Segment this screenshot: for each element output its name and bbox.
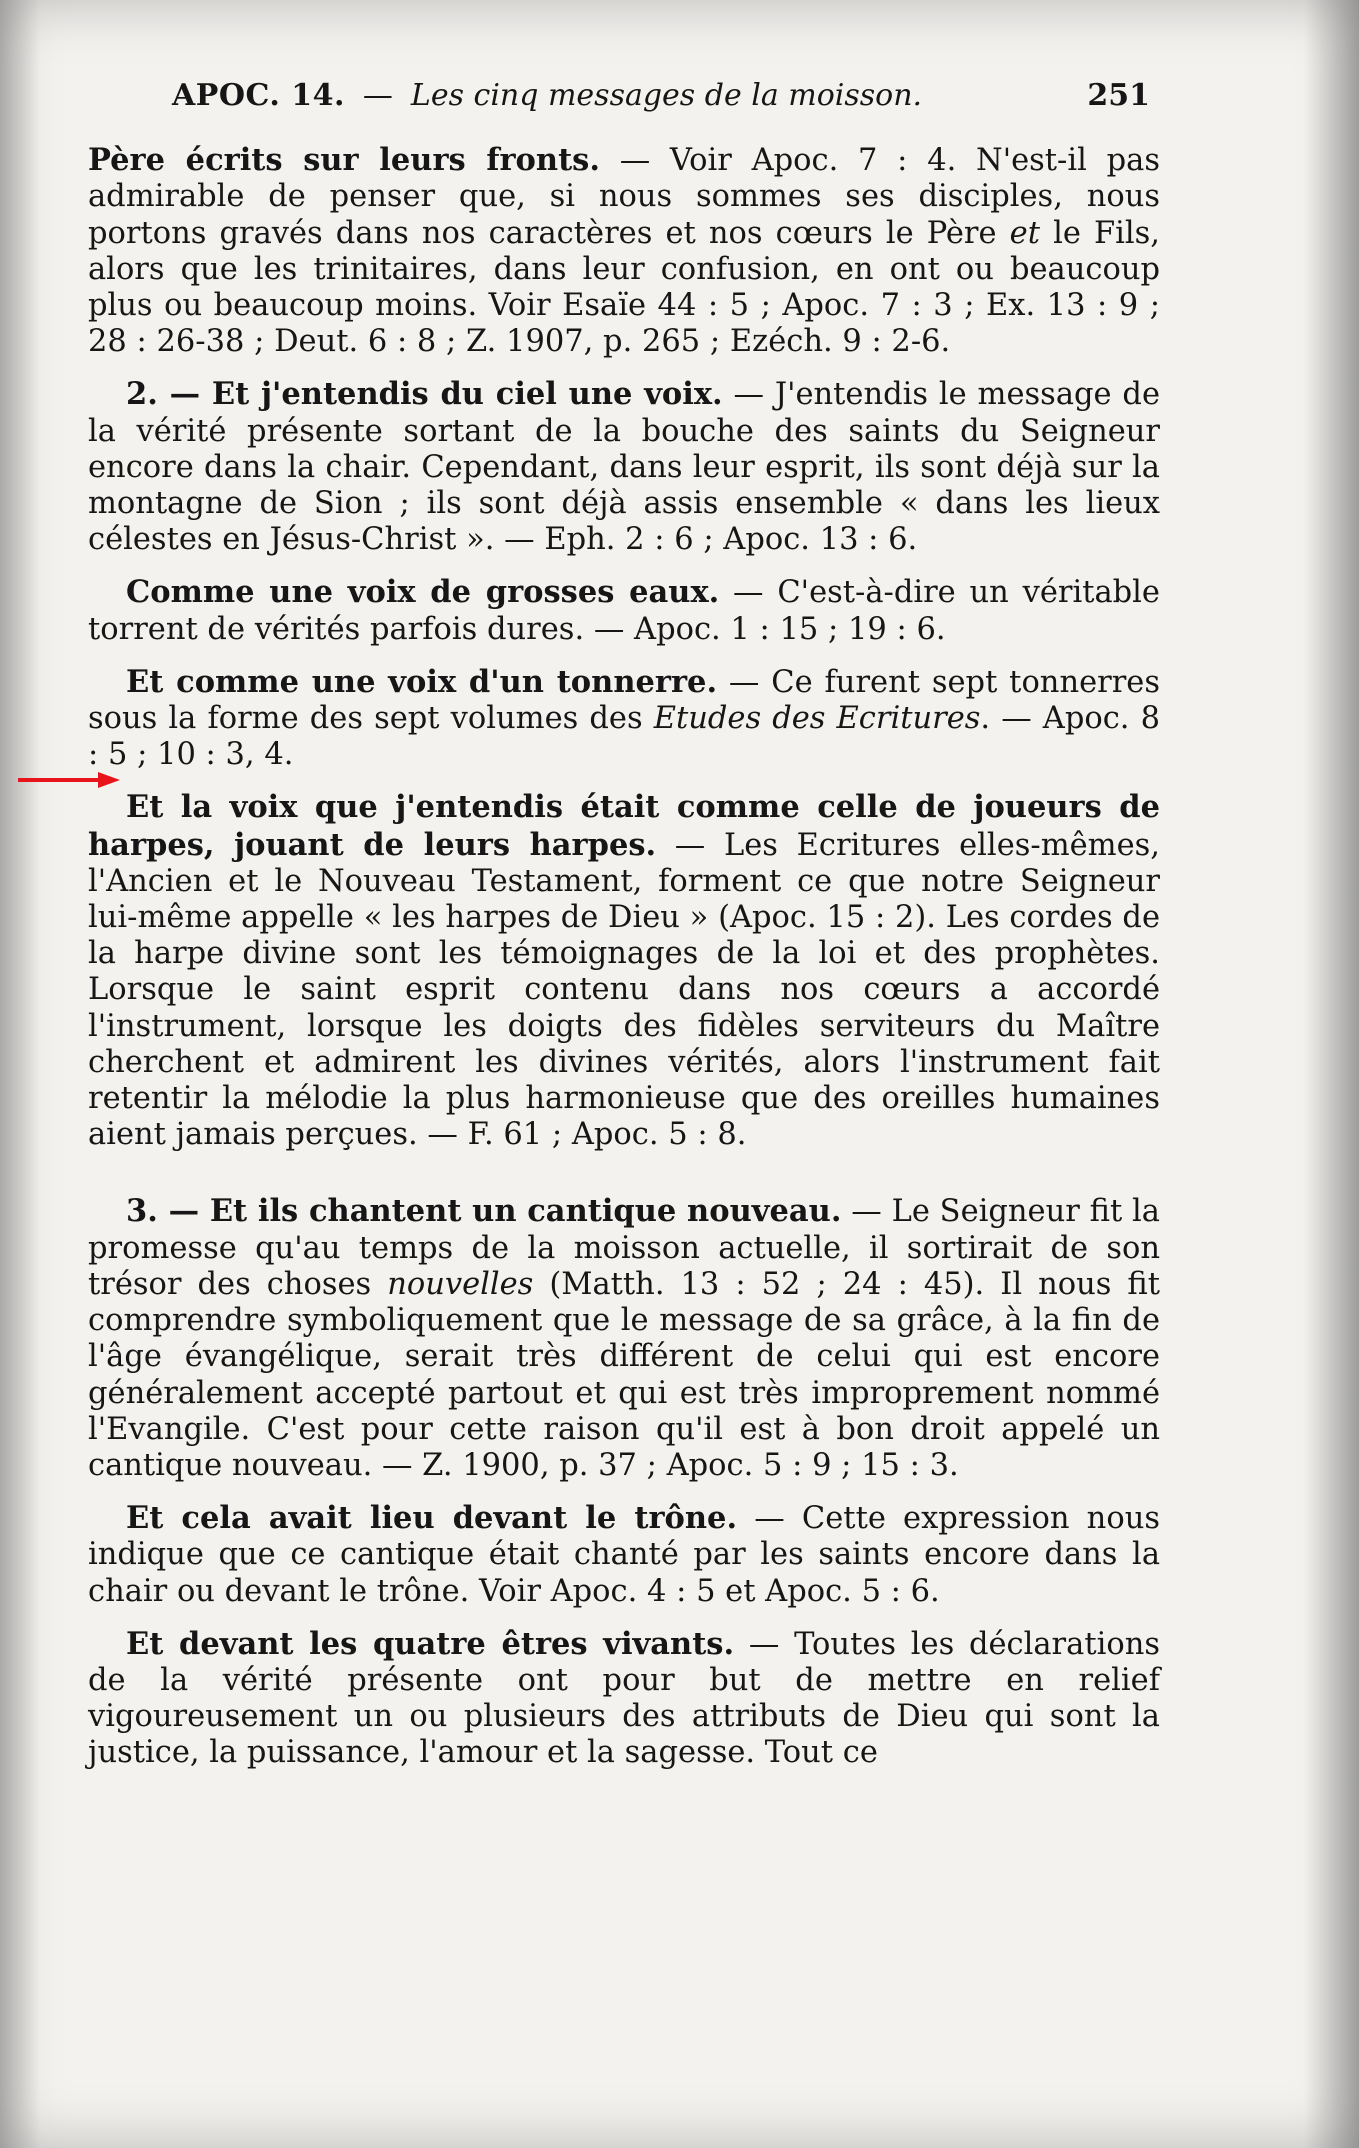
paragraph-body: — Le Seigneur fit la promesse qu'au temps de la moisson actuelle, il sortirait de son trésor des choses (88, 1194, 1160, 1302)
paragraph-verse-3 (88, 1193, 1160, 1484)
text-column (88, 78, 1160, 1772)
scan-shadow-left (0, 0, 40, 2148)
paragraph-body: — J'entendis le message de la vérité présente sortant de la bouche des saints du Seigneur encore dans la chair. Cependant, dans leur esprit, ils sont déjà sur la montagne de Sion ; ils sont déjà assis ensemble « dans les lieux célestes en Jésus-Christ ». — Eph. 2 : 6 ; Apoc. 13 : 6. (88, 377, 1160, 558)
paragraph-trone (88, 1500, 1160, 1610)
paragraph-tonnerre (88, 664, 1160, 774)
running-header (88, 78, 1160, 114)
paragraph-italic: et (1009, 215, 1040, 251)
paragraph-italic: nouvelles (387, 1266, 534, 1302)
paragraph-lead: 2. — Et j'entendis du ciel une voix. (126, 376, 723, 413)
paragraph-body-continued: le Fils, alors que les trinitaires, dans leur confusion, en ont ou beaucoup plus ou beaucoup moins. Voir Esaïe 44 : 5 ; Apoc. 7 : 3 ; Ex. 13 : 9 ; 28 : 26-38 ; Deut. 6 : 8 ; Z. 1907, p. 265 ; Ezéch. 9 : 2-6. (88, 215, 1160, 360)
paragraph-lead: Et la voix que j'entendis était comme celle de joueurs de harpes, jouant de leurs harpes. (88, 789, 1160, 863)
paragraph-lead: Comme une voix de grosses eaux. (126, 574, 720, 611)
page-number: 251 (1087, 78, 1150, 113)
paragraph-lead: 3. — Et ils chantent un cantique nouveau. (126, 1193, 842, 1230)
paragraph-pere-ecrits (88, 142, 1160, 360)
paragraph-body: — Cette expression nous indique que ce cantique était chanté par les saints encore dans la chair ou devant le trône. Voir Apoc. 4 : 5 et Apoc. 5 : 6. (88, 1501, 1160, 1609)
paragraph-body: — Toutes les déclarations de la vérité présente ont pour but de mettre en relief vigoureusement un ou plusieurs des attributs de Dieu qui sont la justice, la puissance, l'amour et la sagesse. Tout ce (88, 1626, 1160, 1771)
paragraph-etres-vivants (88, 1626, 1160, 1772)
paragraph-harpes (88, 789, 1160, 1153)
paragraph-body: — C'est-à-dire un véritable torrent de vérités parfois dures. — Apoc. 1 : 15 ; 19 : 6. (88, 575, 1160, 647)
paragraph-body: — Voir Apoc. 7 : 4. N'est-il pas admirable de penser que, si nous sommes ses disciples, nous portons gravés dans nos caractères et nos cœurs le Père (88, 143, 1160, 251)
chapter-ref: APOC. 14. (172, 78, 345, 113)
paragraph-body-continued: . — Apoc. 8 : 5 ; 10 : 3, 4. (88, 701, 1160, 773)
paragraph-body: — Ce furent sept tonnerres sous la forme des sept volumes des (88, 664, 1160, 737)
paragraph-lead: Et devant les quatre êtres vivants. (126, 1625, 735, 1662)
header-separator: — (362, 78, 393, 113)
paragraph-lead: Et cela avait lieu devant le trône. (126, 1500, 738, 1537)
paragraph-lead: Et comme une voix d'un tonnerre. (126, 663, 718, 700)
paragraph-lead: Père écrits sur leurs fronts. (88, 142, 600, 179)
paragraph-italic: Etudes des Ecritures (653, 701, 981, 737)
scan-shadow-right (1304, 0, 1359, 2148)
paragraph-body: — Les Ecritures elles-mêmes, l'Ancien et le Nouveau Testament, forment ce que notre Seigneur lui-même appelle « les harpes de Dieu » (Apoc. 15 : 2). Les cordes de la harpe divine sont les témoignages de la loi et des prophètes. Lorsque le saint esprit contenu dans nos cœurs a accordé l'instrument, lorsque les doigts des fidèles serviteurs du Maître cherchent et admirent les divines vérités, alors l'instrument fait retentir la mélodie la plus harmonieuse que des oreilles humaines aient jamais perçues. — F. 61 ; Apoc. 5 : 8. (88, 827, 1160, 1153)
running-title: Les cinq messages de la moisson. (410, 78, 923, 113)
paragraph-body-continued: (Matth. 13 : 52 ; 24 : 45). Il nous fit comprendre symboliquement que le message de sa grâce, à la fin de l'âge évangélique, serait très différent de celui qui est encore généralement accepté partout et qui est très improprement nommé l'Evangile. C'est pour cette raison qu'il est à bon droit appelé un cantique nouveau. — Z. 1900, p. 37 ; Apoc. 5 : 9 ; 15 : 3. (88, 1266, 1160, 1483)
paragraph-verse-2 (88, 376, 1160, 558)
paragraph-grosses-eaux (88, 574, 1160, 647)
